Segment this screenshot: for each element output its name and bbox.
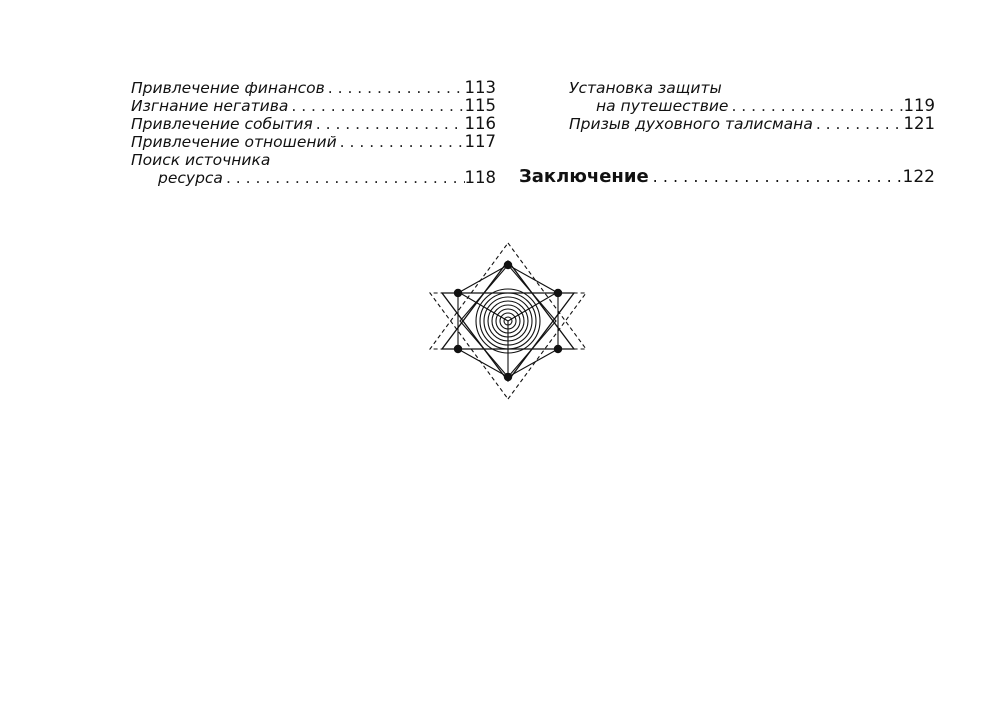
toc-entry-relationships[interactable] — [131, 133, 496, 151]
toc-entry-conclusion[interactable] — [519, 166, 935, 188]
toc-entry-title: Заключение — [519, 166, 649, 187]
toc-entry-talisman[interactable] — [569, 115, 935, 133]
toc-entry-title: Привлечение отношений — [131, 133, 337, 151]
toc-entry-page: 121 — [903, 115, 935, 133]
toc-entry-title: на путешествие — [596, 97, 729, 115]
toc-entry-title: Привлечение финансов — [131, 79, 325, 97]
toc-entry-page: 117 — [464, 133, 496, 151]
toc-entry-page: 115 — [464, 97, 496, 115]
toc-entry-page: 116 — [464, 115, 496, 133]
toc-entry-title: ресурса — [158, 169, 223, 187]
toc-entry-travel-protection[interactable] — [569, 97, 935, 115]
toc-entry-negativity[interactable] — [131, 97, 496, 115]
dot-leader — [337, 133, 465, 151]
toc-entry-title: Призыв духовного талисмана — [569, 115, 813, 133]
toc-entry-title: Привлечение события — [131, 115, 313, 133]
toc-entry-page: 118 — [464, 169, 496, 187]
toc-right-column — [569, 79, 935, 133]
toc-entry-travel-protection-line1[interactable]: Установка защиты — [569, 79, 722, 97]
toc-left-column — [131, 79, 496, 187]
dot-leader — [325, 79, 465, 97]
sacred-geometry-star-icon — [428, 240, 588, 402]
dot-leader — [288, 97, 464, 115]
toc-entry-title: Изгнание негатива — [131, 97, 289, 115]
toc-entry-resource-line1[interactable]: Поиск источника — [131, 151, 271, 169]
dot-leader — [728, 97, 903, 115]
toc-entry-resource[interactable] — [131, 169, 496, 187]
dot-leader — [223, 169, 465, 187]
dot-leader — [649, 166, 903, 188]
dot-leader — [313, 115, 465, 133]
toc-entry-finances[interactable] — [131, 79, 496, 97]
toc-entry-event[interactable] — [131, 115, 496, 133]
toc-entry-page: 122 — [902, 167, 935, 187]
dot-leader — [813, 115, 904, 133]
toc-entry-page: 119 — [903, 97, 935, 115]
toc-entry-page: 113 — [464, 79, 496, 97]
